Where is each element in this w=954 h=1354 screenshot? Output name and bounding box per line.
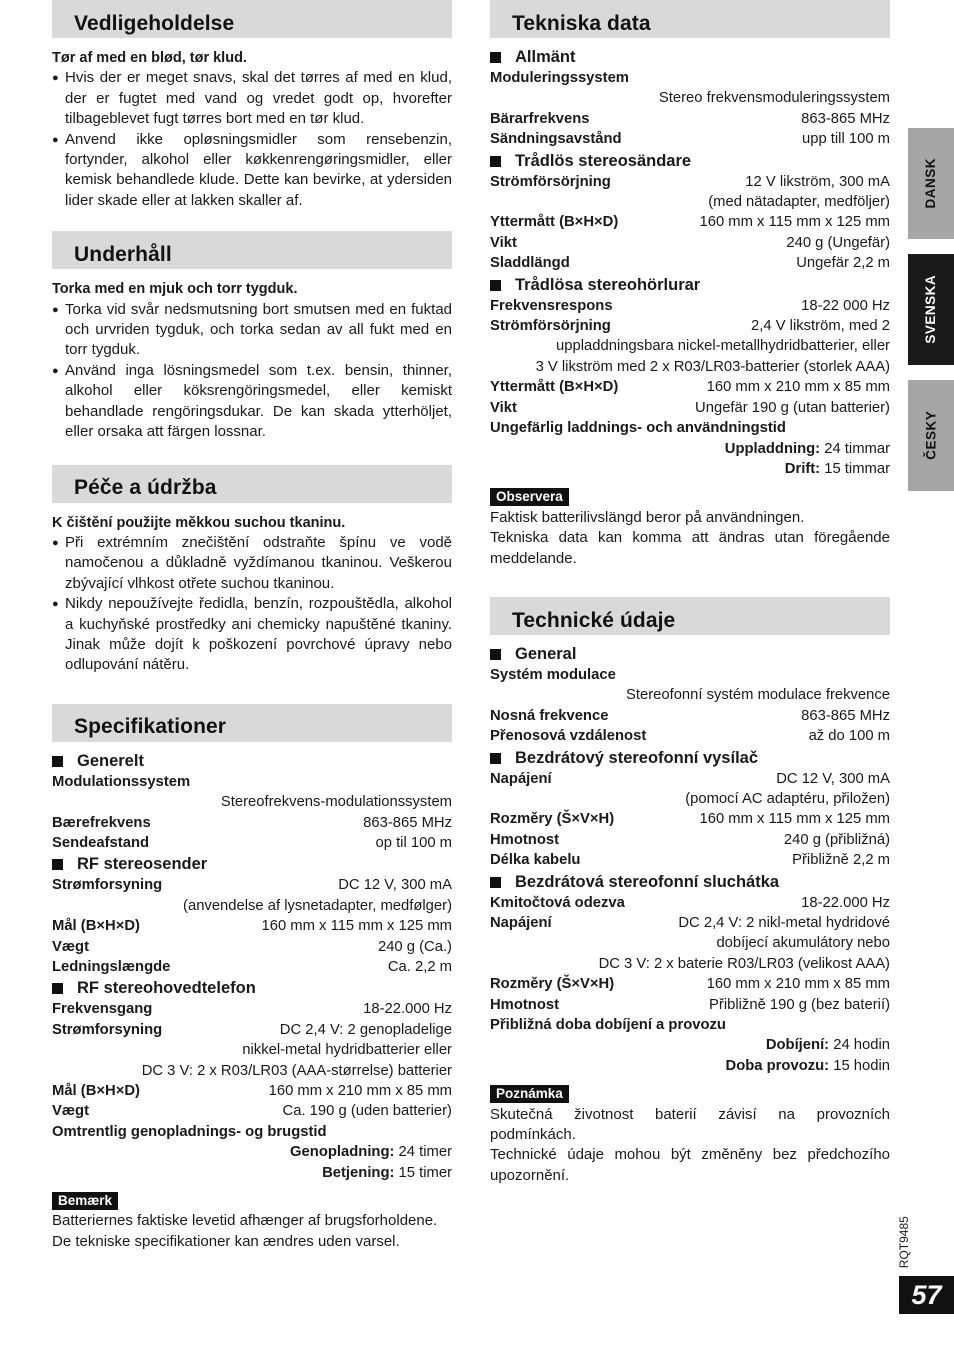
spec-value: (med nätadapter, medföljer) (708, 194, 890, 211)
spec-row: Přenosová vzdálenost až do 100 m (490, 728, 890, 745)
note-text: Tekniska data kan komma att ändras utan föregående meddelande. (490, 529, 890, 567)
bullet-list (52, 300, 452, 443)
list-item: ● Při extrémním znečištění odstraňte špínu ve vodě namočenou a důkladně vyždímanou tkaninou. Veškerou zbývající vlhkost otřete suchou tkaninou. (52, 533, 452, 594)
spec-row: Mål (B×H×D) 160 mm x 210 mm x 85 mm (52, 1083, 452, 1100)
note-block (490, 487, 890, 569)
tab-cesky[interactable]: ČESKY (908, 380, 954, 491)
subsection-headphones: Trådlösa stereohörlurar (490, 275, 890, 296)
spec-row: Sändningsavstånd upp till 100 m (490, 131, 890, 148)
page-number: 57 (899, 1276, 954, 1314)
right-column (490, 0, 890, 1186)
spec-row: Rozměry (Š×V×H) 160 mm x 115 mm x 125 mm (490, 811, 890, 828)
note-text: Batteriernes faktiske levetid afhænger af brugsforholdene. (52, 1212, 438, 1230)
spec-row: Bærefrekvens 863-865 MHz (52, 814, 452, 831)
spec-row: Vikt 240 g (Ungefär) (490, 234, 890, 251)
spec-row: Hmotnost 240 g (přibližná) (490, 831, 890, 848)
section-title: Tekniska data (490, 0, 890, 38)
spec-row: Strømforsyning DC 12 V, 300 mA (52, 877, 452, 894)
spec-row: Bärarfrekvens 863-865 MHz (490, 110, 890, 127)
spec-key: Omtrentlig genopladnings- og brugstid (52, 1123, 327, 1140)
lead-text: Torka med en mjuk och torr tygduk. (52, 281, 298, 298)
spec-key: Systém modulace (490, 666, 616, 683)
spec-value: Genopladning: 24 timer (290, 1144, 452, 1161)
square-bullet-icon (490, 877, 501, 888)
section-pece (52, 465, 452, 676)
spec-row: Nosná frekvence 863-865 MHz (490, 707, 890, 724)
subsection-transmitter: Bezdrátový stereofonní vysílač (490, 748, 890, 769)
spec-key: Přibližná doba dobíjení a provozu (490, 1017, 726, 1034)
list-item: ● Använd inga lösningsmedel som t.ex. bensin, thinner, alkohol eller köksrengöringsmedel, eller kemiskt behandlade rengöringsdukar. De kan skada ytterhöljet, eller orsaka att färgen lossnar. (52, 361, 452, 443)
section-technicke-udaje (490, 597, 890, 1186)
spec-value: Stereofrekvens-modulationssystem (220, 794, 452, 811)
section-title: Vedligeholdelse (52, 0, 452, 38)
subsection-general: General (490, 644, 890, 665)
spec-value: (anvendelse af lysnetadapter, medfølger) (183, 897, 452, 914)
subsection-general: Generelt (52, 751, 452, 772)
spec-value: Drift: 15 timmar (784, 460, 890, 477)
spec-value: nikkel-metal hydridbatterier eller (242, 1042, 452, 1059)
note-text: Technické údaje mohou být změněny bez předchozího upozornění. (490, 1146, 890, 1184)
spec-value: Uppladdning: 24 timmar (724, 440, 890, 457)
document-id: RQT9485 (896, 1216, 911, 1269)
spec-row: Ledningslængde Ca. 2,2 m (52, 959, 452, 975)
spec-row: Napájení DC 2,4 V: 2 nikl-metal hydridové (490, 915, 890, 931)
spec-value: Betjening: 15 timer (322, 1164, 452, 1181)
lead-text: Tør af med en blød, tør klud. (52, 50, 247, 66)
list-item: ● Hvis der er meget snavs, skal det tørres af med en klud, der er fugtet med vand og vredet godt op, hvorefter tilbageblevet fugt tørres bort med en tør klud. (52, 68, 452, 129)
list-item: ● Torka vid svår nedsmutsning bort smutsen med en fuktad och urvriden tygduk, och torka sedan av all fukt med en torr tygduk. (52, 300, 452, 361)
list-item: ● Anvend ikke opløsningsmidler som rensebenzin, fortynder, alkohol eller køkkenrengøringsmidler, eller kemisk behandlede klude. Dette kan bevirke, at ydersiden lider skade eller at lakken skaller af. (52, 130, 452, 212)
spec-row: Délka kabelu Přibližně 2,2 m (490, 852, 890, 869)
section-title: Specifikationer (52, 704, 452, 742)
square-bullet-icon (490, 753, 501, 764)
note-text: De tekniske specifikationer kan ændres uden varsel. (52, 1232, 400, 1250)
spec-row: Vægt Ca. 190 g (uden batterier) (52, 1103, 452, 1120)
section-specifikationer (52, 704, 452, 1253)
note-badge: Observera (490, 488, 569, 506)
spec-key: Ungefärlig laddnings- och användningstid (490, 420, 786, 437)
square-bullet-icon (52, 859, 63, 870)
spec-row: Strömförsörjning 2,4 V likström, med 2 (490, 318, 890, 335)
left-column (52, 0, 452, 1252)
subsection-transmitter: Trådlös stereosändare (490, 151, 890, 172)
square-bullet-icon (490, 156, 501, 167)
note-badge: Bemærk (52, 1192, 118, 1210)
bullet-list (52, 68, 452, 211)
square-bullet-icon (490, 649, 501, 660)
list-item: ● Nikdy nepoužívejte ředidla, benzín, rozpouštědla, alkohol a kuchyňské prostředky ani chemicky napuštěné tkaniny. Jinak může dojít k poškození povrchové úpravy nebo odlupování nátěru. (52, 594, 452, 676)
spec-value: Doba provozu: 15 hodin (725, 1057, 890, 1074)
spec-row: Vikt Ungefär 190 g (utan batterier) (490, 399, 890, 416)
bullet-list (52, 533, 452, 676)
spec-value: DC 3 V: 2 x baterie R03/LR03 (velikost AAA) (598, 955, 890, 972)
note-badge: Poznámka (490, 1085, 569, 1103)
spec-key: Moduleringssystem (490, 70, 629, 86)
note-block (490, 1084, 890, 1186)
section-title: Technické údaje (490, 597, 890, 635)
square-bullet-icon (52, 756, 63, 767)
square-bullet-icon (52, 983, 63, 994)
spec-value: Stereofonní systém modulace frekvence (625, 687, 890, 704)
spec-value: dobíjecí akumulátory nebo (716, 935, 890, 952)
spec-row: Frekvensrespons 18-22 000 Hz (490, 297, 890, 314)
spec-row: Hmotnost Přibližně 190 g (bez baterií) (490, 996, 890, 1013)
note-block (52, 1191, 452, 1252)
subsection-headphones: RF stereohovedtelefon (52, 978, 452, 999)
section-tekniska-data (490, 0, 890, 569)
section-vedligeholdelse (52, 0, 452, 211)
section-title: Underhåll (52, 231, 452, 269)
spec-row: Sendeafstand op til 100 m (52, 834, 452, 851)
note-text: Skutečná životnost baterií závisí na provozních podmínkách. (490, 1105, 890, 1144)
spec-row: Strömförsörjning 12 V likström, 300 mA (490, 173, 890, 190)
spec-value: Dobíjení: 24 hodin (765, 1037, 890, 1054)
square-bullet-icon (490, 52, 501, 63)
spec-row: Yttermått (B×H×D) 160 mm x 210 mm x 85 mm (490, 379, 890, 396)
spec-value: uppladdningsbara nickel-metallhydridbatterier, eller (556, 338, 890, 355)
spec-key: Modulationssystem (52, 773, 191, 790)
spec-row: Strømforsyning DC 2,4 V: 2 genopladelige (52, 1021, 452, 1038)
subsection-general: Allmänt (490, 47, 890, 68)
spec-row: Frekvensgang 18-22.000 Hz (52, 1001, 452, 1018)
spec-row: Yttermått (B×H×D) 160 mm x 115 mm x 125 mm (490, 214, 890, 231)
spec-value: 3 V likström med 2 x R03/LR03-batterier (storlek AAA) (535, 358, 890, 375)
spec-row: Napájení DC 12 V, 300 mA (490, 770, 890, 787)
section-underhall (52, 231, 452, 442)
section-title: Péče a údržba (52, 465, 452, 503)
square-bullet-icon (490, 280, 501, 291)
spec-row: Kmitočtová odezva 18-22.000 Hz (490, 894, 890, 911)
spec-row: Mål (B×H×D) 160 mm x 115 mm x 125 mm (52, 918, 452, 935)
lead-text: K čištění použijte měkkou suchou tkaninu. (52, 514, 346, 531)
spec-row: Sladdlängd Ungefär 2,2 m (490, 255, 890, 272)
spec-value: DC 3 V: 2 x R03/LR03 (AAA-størrelse) batterier (141, 1062, 452, 1079)
tab-dansk[interactable]: DANSK (908, 128, 954, 239)
tab-svenska[interactable]: SVENSKA (908, 254, 954, 365)
spec-row: Vægt 240 g (Ca.) (52, 938, 452, 955)
spec-row: Rozměry (Š×V×H) 160 mm x 210 mm x 85 mm (490, 976, 890, 993)
subsection-headphones: Bezdrátová stereofonní sluchátka (490, 872, 890, 893)
spec-value: Stereo frekvensmoduleringssystem (658, 90, 890, 107)
spec-value: (pomocí AC adaptéru, přiložen) (685, 790, 890, 807)
note-text: Faktisk batterilivslängd beror på användningen. (490, 508, 805, 526)
subsection-transmitter: RF stereosender (52, 854, 452, 875)
